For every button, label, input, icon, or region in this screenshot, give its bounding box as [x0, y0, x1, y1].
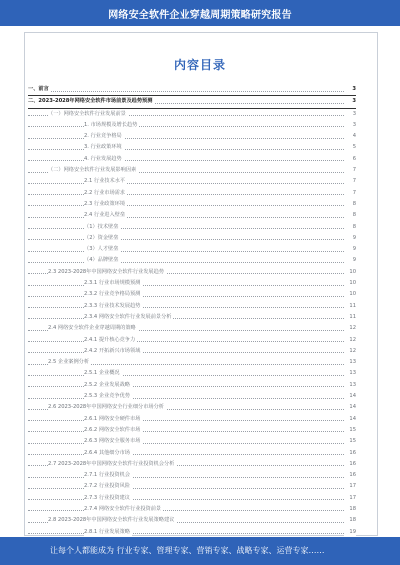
toc-entry-title: 4. 行业发展趋势: [84, 154, 124, 165]
toc-entry-page: 11: [344, 312, 356, 323]
toc-entry-page: 17: [344, 481, 356, 492]
toc-entry[interactable]: [28, 448, 356, 459]
toc-entry-title: 2.7.4 网络安全软件行业投资前景: [84, 504, 163, 515]
toc-entry-title: 2.4 网络安全软件企业穿越周期的策略: [48, 323, 138, 334]
footer-banner: [0, 537, 400, 565]
toc-entry-page: 14: [344, 402, 356, 413]
toc-entry-title: （3）人才壁垒: [84, 244, 120, 255]
dot-leader: [28, 510, 344, 511]
dot-leader: [28, 205, 344, 206]
dot-leader: [28, 217, 344, 218]
toc-entry-title: 2.4.1 提升核心竞争力: [84, 335, 137, 346]
toc-entry-title: 2.5.2 企业发展战略: [84, 380, 132, 391]
toc-entry-title: 2.4.2 开拓新兴市场领域: [84, 346, 142, 357]
dot-leader: [28, 307, 344, 308]
toc-entry[interactable]: [28, 515, 356, 526]
toc-entry-page: 17: [344, 493, 356, 504]
toc-entry[interactable]: [28, 357, 356, 368]
toc-entry[interactable]: [28, 255, 356, 266]
dot-leader: [28, 454, 344, 455]
toc-entry-page: 7: [344, 165, 356, 176]
toc-entry[interactable]: [28, 154, 356, 165]
dot-leader: [28, 194, 344, 195]
toc-entry-title: 2.3.1 行业市场规模预测: [84, 278, 142, 289]
toc-entry-page: 15: [344, 425, 356, 436]
dot-leader: [28, 477, 344, 478]
toc-entry-title: 2.6 2023-2028年中国网络安全行业细分市场分析: [48, 402, 166, 413]
toc-entry[interactable]: [28, 199, 356, 210]
toc-entry[interactable]: [28, 131, 356, 142]
toc-entry[interactable]: [28, 142, 356, 153]
dot-leader: [28, 285, 344, 286]
toc-entry-title: 2.3.2 行业竞争格局预测: [84, 289, 142, 300]
report-title: 网络安全软件企业穿越周期策略研究报告: [108, 10, 292, 21]
dot-leader: [28, 251, 344, 252]
toc-entry-page: 12: [344, 346, 356, 357]
dot-leader: [28, 149, 344, 150]
toc-entry-title: （2）资金壁垒: [84, 233, 120, 244]
dot-leader: [28, 488, 344, 489]
toc-entry-page: 12: [344, 323, 356, 334]
toc-entry-title: 2.7.3 行业投资建议: [84, 493, 132, 504]
toc-entry-page: 7: [344, 188, 356, 199]
toc-entry-page: 18: [344, 515, 356, 526]
toc-entry[interactable]: [28, 188, 356, 199]
toc-entry-page: 7: [344, 176, 356, 187]
toc-entry-title: （二）网络安全软件行业发展影响因素: [48, 165, 138, 176]
toc-entry-page: 9: [344, 255, 356, 266]
toc-entry[interactable]: [28, 301, 356, 312]
toc-entry-title: 2.1 行业技术水平: [84, 176, 127, 187]
toc-entry-title: 3. 行业政策环境: [84, 142, 124, 153]
footer-slogan: 让每个人都能成为 行业专家、管理专家、营销专家、战略专家、运营专家……: [50, 546, 325, 555]
toc-entry-title: （一）网络安全软件行业发展前景: [48, 109, 128, 120]
toc-entry-page: 3: [344, 109, 356, 120]
dot-leader: [28, 443, 344, 444]
dot-leader: [28, 91, 344, 92]
toc-entry-title: 1. 市场规模及增长趋势: [84, 120, 139, 131]
header-banner: [0, 0, 400, 26]
toc-entry-title: （1）技术壁垒: [84, 222, 120, 233]
toc-entry[interactable]: [28, 222, 356, 233]
toc-entry[interactable]: [28, 436, 356, 447]
toc-entry-page: 10: [344, 267, 356, 278]
toc-entry-page: 14: [344, 414, 356, 425]
dot-leader: [28, 160, 344, 161]
toc-entry-title: 2.2 行业市场需求: [84, 188, 127, 199]
toc-entry-page: 3: [344, 120, 356, 131]
toc-entry-title: 2.3.3 行业技术发展趋势: [84, 301, 142, 312]
toc-entry-page: 8: [344, 222, 356, 233]
toc-entry[interactable]: [28, 233, 356, 244]
toc-entry[interactable]: [28, 425, 356, 436]
toc-entry-page: 13: [344, 357, 356, 368]
toc-entry-title: （4）品牌壁垒: [84, 255, 120, 266]
toc-entry-title: 2.6.4 其他细分市场: [84, 448, 132, 459]
toc-entry-title: 2.7 2023-2028年中国网络安全软件行业投资机会分析: [48, 459, 176, 470]
toc-entry-page: 8: [344, 199, 356, 210]
toc-entry-title: 二、2023-2028年网络安全软件市场前景及趋势预测: [28, 96, 154, 107]
dot-leader: [28, 183, 344, 184]
dot-leader: [28, 499, 344, 500]
toc-entry[interactable]: [28, 493, 356, 504]
dot-leader: [28, 296, 344, 297]
toc-entry-page: 10: [344, 278, 356, 289]
toc-entry-page: 13: [344, 380, 356, 391]
toc-entry-page: 10: [344, 289, 356, 300]
toc-entry[interactable]: [28, 165, 356, 176]
toc-entry[interactable]: [28, 414, 356, 425]
toc-entry[interactable]: [28, 459, 356, 470]
toc-entry[interactable]: [28, 402, 356, 413]
toc-entry[interactable]: [28, 323, 356, 334]
toc-entry[interactable]: [28, 244, 356, 255]
toc-entry[interactable]: [28, 391, 356, 402]
toc-entry-page: 9: [344, 233, 356, 244]
toc-entry-page: 5: [344, 142, 356, 153]
toc-entry[interactable]: [28, 210, 356, 221]
toc-entry-title: 2.3 2023-2028年中国网络安全软件行业发展趋势: [48, 267, 166, 278]
toc-entry[interactable]: [28, 84, 356, 96]
toc-entry[interactable]: [28, 109, 356, 120]
toc-entry[interactable]: [28, 368, 356, 379]
toc-entry[interactable]: [28, 176, 356, 187]
toc-entry-title: 2.8.1 行业发展策略: [84, 527, 132, 538]
toc-entry-title: 2.6.3 网络安全服务市场: [84, 436, 142, 447]
toc-entry[interactable]: [28, 312, 356, 323]
toc-entry-title: 2.5.1 企业概况: [84, 368, 122, 379]
toc-entry-title: 2.8 2023-2028年中国网络安全软件行业发展策略建议: [48, 515, 176, 526]
dot-leader: [28, 138, 344, 139]
toc-entry-page: 18: [344, 504, 356, 515]
toc-entry-page: 3: [344, 96, 356, 107]
toc-entry-page: 14: [344, 391, 356, 402]
toc-entry[interactable]: [28, 346, 356, 357]
toc-entry[interactable]: [28, 481, 356, 492]
toc-entry-title: 2.3.4 网络安全软件行业发展前景分析: [84, 312, 173, 323]
toc-entry[interactable]: [28, 96, 356, 108]
toc-title: 内容目录: [173, 58, 226, 72]
dot-leader: [28, 262, 344, 263]
toc-entry-page: 4: [344, 131, 356, 142]
toc-entry-page: 16: [344, 459, 356, 470]
dot-leader: [28, 239, 344, 240]
dot-leader: [28, 431, 344, 432]
dot-leader: [28, 398, 344, 399]
toc-entry-page: 9: [344, 244, 356, 255]
toc-entry-title: 2.4 行业进入壁垒: [84, 210, 127, 221]
dot-leader: [28, 352, 344, 353]
toc-entry[interactable]: [28, 380, 356, 391]
toc-entry-page: 16: [344, 470, 356, 481]
toc-entry[interactable]: [28, 470, 356, 481]
dot-leader: [28, 126, 344, 127]
dot-leader: [28, 420, 344, 421]
toc-entry[interactable]: [28, 120, 356, 131]
toc-entry-page: 19: [344, 527, 356, 538]
toc-entry-title: 2.7.2 行业投资风险: [84, 481, 132, 492]
table-of-contents: [28, 84, 356, 538]
toc-entry-title: 2. 行业竞争格局: [84, 131, 124, 142]
dot-leader: [28, 533, 344, 534]
toc-entry-title: 一、前言: [28, 84, 51, 95]
toc-entry[interactable]: [28, 335, 356, 346]
toc-entry-title: 2.5.3 企业竞争优势: [84, 391, 132, 402]
dot-leader: [28, 341, 344, 342]
dot-leader: [28, 318, 344, 319]
toc-entry[interactable]: [28, 504, 356, 515]
toc-entry-page: 6: [344, 154, 356, 165]
toc-entry-page: 16: [344, 448, 356, 459]
dot-leader: [28, 386, 344, 387]
toc-entry-page: 3: [344, 84, 356, 95]
toc-entry-title: 2.6.1 网络安全硬件市场: [84, 414, 142, 425]
toc-entry-page: 8: [344, 210, 356, 221]
toc-entry-title: 2.7.1 行业投资机会: [84, 470, 132, 481]
toc-entry-page: 15: [344, 436, 356, 447]
toc-entry[interactable]: [28, 278, 356, 289]
toc-entry[interactable]: [28, 267, 356, 278]
toc-entry-page: 13: [344, 368, 356, 379]
toc-entry-title: 2.6.2 网络安全软件市场: [84, 425, 142, 436]
toc-entry-page: 12: [344, 335, 356, 346]
dot-leader: [28, 375, 344, 376]
dot-leader: [28, 228, 344, 229]
toc-entry-title: 2.3 行业政策环境: [84, 199, 127, 210]
toc-entry-page: 11: [344, 301, 356, 312]
toc-entry[interactable]: [28, 289, 356, 300]
toc-entry-title: 2.5 企业案例分析: [48, 357, 91, 368]
